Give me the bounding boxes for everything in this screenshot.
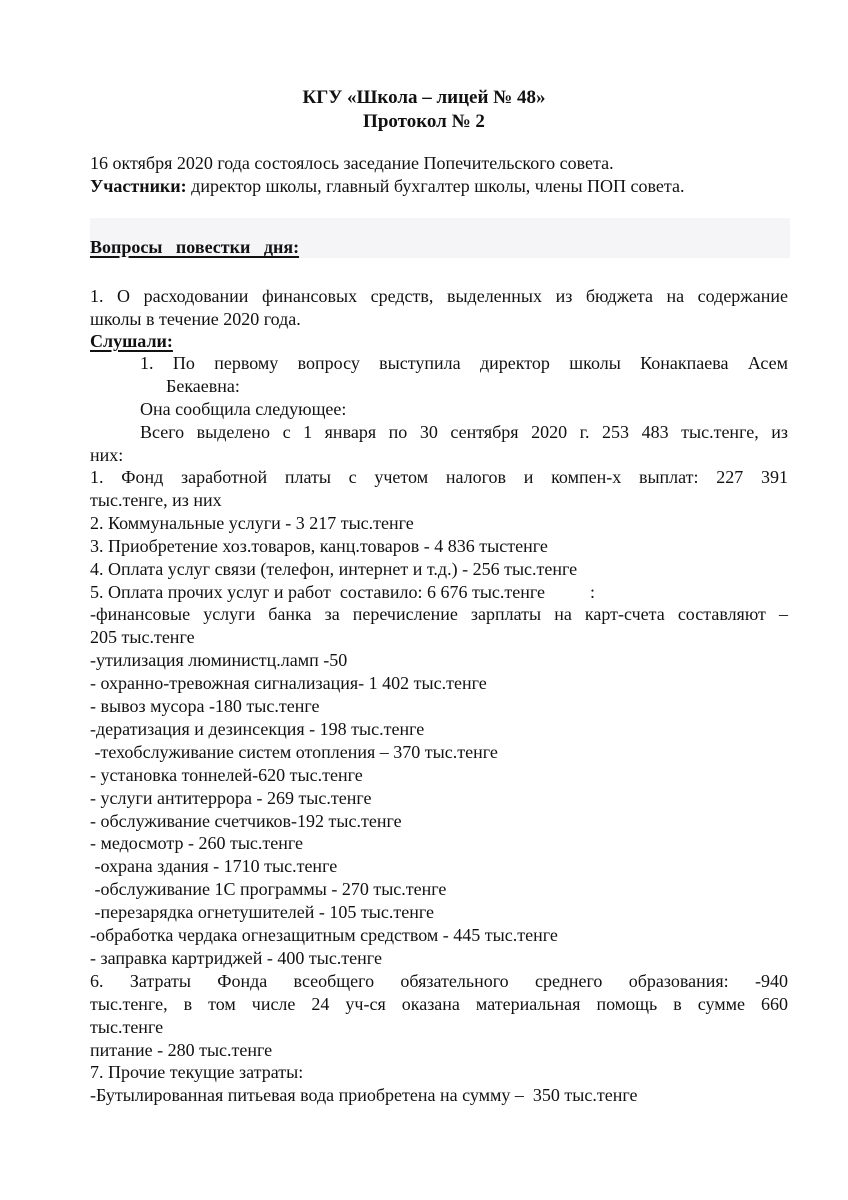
expense-line: -охрана здания - 1710 тыс.тенге (90, 856, 338, 877)
expense-line: - обслуживание счетчиков-192 тыс.тенге (90, 810, 402, 831)
expense-line: -финансовые услуги банка за перечисление зарплаты на карт-счета составляют – (90, 604, 788, 625)
organization-title: КГУ «Школа – лицей № 48» (302, 87, 546, 108)
participants-label: Участники: (90, 176, 187, 196)
expense-line: 6. Затраты Фонда всеобщего обязательного среднего образования: -940 (90, 970, 788, 991)
agenda-heading: Вопросы повестки дня: (90, 237, 300, 257)
expense-line: - охранно-тревожная сигнализация- 1 402 тыс.тенге (90, 673, 487, 694)
expense-line: 205 тыс.тенге (90, 627, 195, 648)
expense-line: 3. Приобретение хоз.товаров, канц.товаров - 4 836 тыстенге (90, 535, 548, 556)
expense-line: - услуги антитеррора - 269 тыс.тенге (90, 787, 372, 808)
total-line-1: Всего выделено с 1 января по 30 сентября 2020 г. 253 483 тыс.тенге, из (140, 422, 788, 442)
meeting-info: 16 октября 2020 года состоялось заседание Попечительского совета. (90, 153, 614, 173)
expense-line: -техобслуживание систем отопления – 370 тыс.тенге (90, 741, 498, 762)
expense-line: -утилизация люминистц.ламп -50 (90, 650, 348, 671)
heard-heading-row (90, 330, 788, 353)
agenda-heading-row (90, 236, 788, 259)
expense-line: 5. Оплата прочих услуг и работ составило: 6 676 тыс.тенге : (90, 581, 596, 602)
expense-line: 7. Прочие текущие затраты: (90, 1062, 304, 1083)
expense-line: тыс.тенге, в том числе 24 уч-ся оказана материальная помощь в сумме 660 (90, 993, 788, 1014)
expense-line: 4. Оплата услуг связи (телефон, интернет и т.д.) - 256 тыс.тенге (90, 558, 578, 579)
expense-line: тыс.тенге, из них (90, 489, 222, 510)
expense-line: тыс.тенге (90, 1016, 164, 1037)
heard-heading: Слушали: (90, 331, 173, 351)
expense-line: -дератизация и дезинсекция - 198 тыс.тенге (90, 718, 425, 739)
agenda-item-1-line1: 1. О расходовании финансовых средств, выделенных из бюджета на содержание (90, 286, 788, 306)
expense-line: -перезарядка огнетушителей - 105 тыс.тенге (90, 902, 434, 923)
speaker-line-1: 1. По первому вопросу выступила директор школы Конакпаева Асем (140, 353, 788, 373)
expense-line: 1. Фонд заработной платы с учетом налогов и компен-х выплат: 227 391 (90, 467, 788, 487)
expense-line: - установка тоннелей-620 тыс.тенге (90, 764, 363, 785)
reported-line: Она сообщила следующее: (140, 399, 347, 419)
expense-line: -Бутылированная питьевая вода приобретена на сумму – 350 тыс.тенге (90, 1085, 638, 1106)
expense-line: 2. Коммунальные услуги - 3 217 тыс.тенге (90, 512, 414, 533)
expense-line: питание - 280 тыс.тенге (90, 1039, 273, 1060)
protocol-title: Протокол № 2 (363, 111, 485, 132)
participants-text: директор школы, главный бухгалтер школы, члены ПОП совета. (186, 176, 685, 196)
agenda-item-1-line2: школы в течение 2020 года. (90, 309, 301, 329)
total-line-2: них: (90, 445, 124, 465)
expense-line: - заправка картриджей - 400 тыс.тенге (90, 947, 382, 968)
expense-line: - медосмотр - 260 тыс.тенге (90, 833, 304, 854)
expense-line: - вывоз мусора -180 тыс.тенге (90, 696, 320, 716)
participants (90, 175, 788, 198)
expense-line: -обслуживание 1С программы - 270 тыс.тенге (90, 879, 447, 900)
expense-line: -обработка чердака огнезащитным средством - 445 тыс.тенге (90, 925, 558, 945)
speaker-line-2: Бекаевна: (166, 376, 240, 396)
